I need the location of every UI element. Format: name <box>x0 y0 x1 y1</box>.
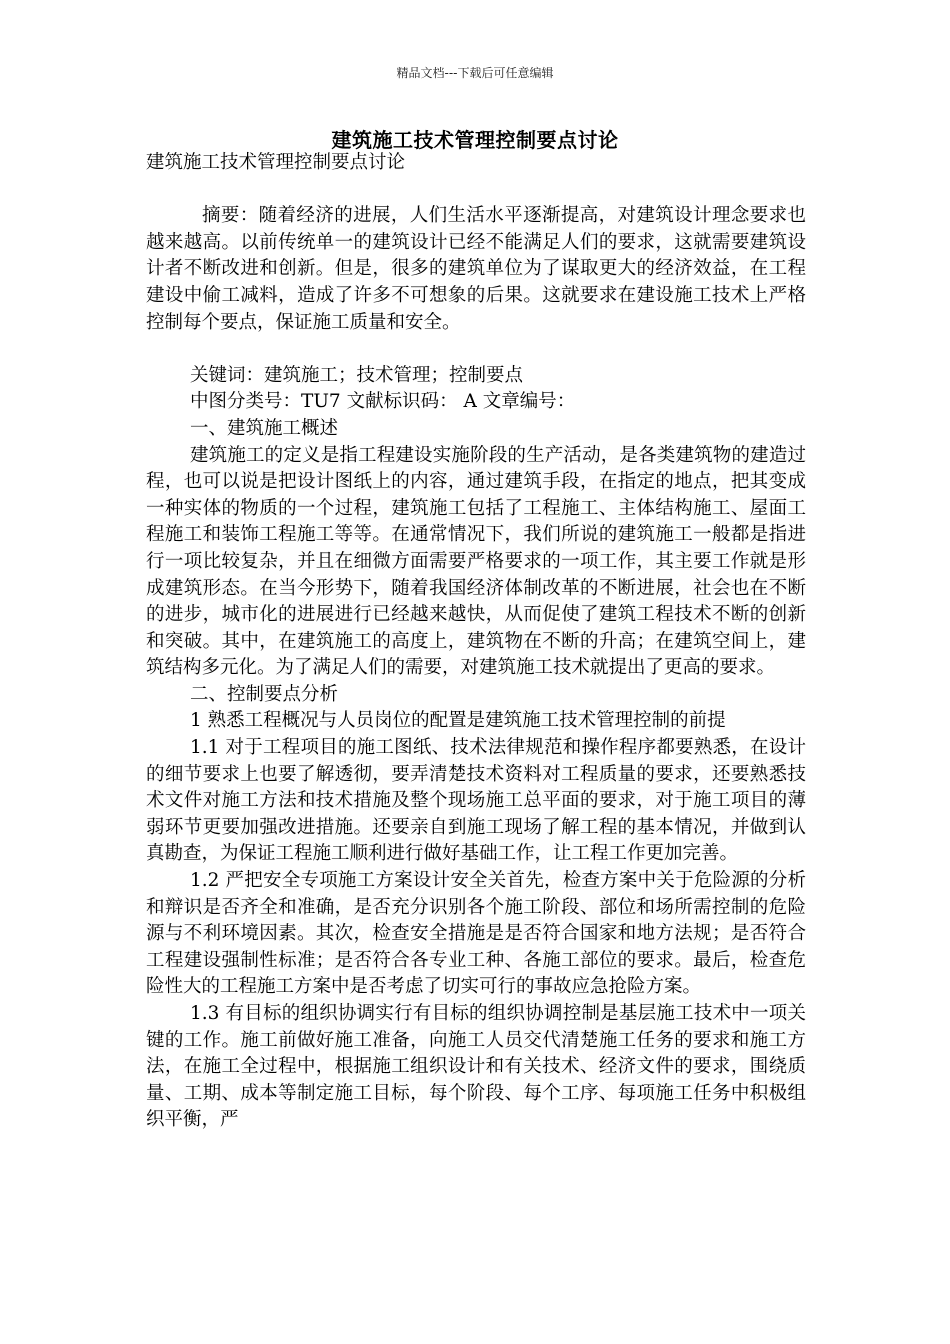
section-paragraph: 建筑施工的定义是指工程建设实施阶段的生产活动，是各类建筑物的建造过程，也可以说是把设计图纸上的内容，通过建筑手段，在指定的地点，把其变成一种实体的物质的一个过程，建筑施工包括了工程施工、主体结构施工、屋面工程施工和装饰工程施工等等。在通常情况下，我们所说的建筑施工一般都是指进行一项比较复杂，并且在细微方面需要严格要求的一项工作，其主要工作就是形成建筑形态。在当今形势下，随着我国经济体制改革的不断进展，社会也在不断的进步，城市化的进展进行已经越来越快，从而促使了建筑工程技术不断的创新和突破。其中，在建筑施工的高度上，建筑物在不断的升高；在建筑空间上，建筑结构多元化。为了满足人们的需要，对建筑施工技术就提出了更高的要求。 <box>146 444 806 679</box>
point-paragraph: 1.3 有目标的组织协调实行有目标的组织协调控制是基层施工技术中一项关键的工作。施工前做好施工准备，向施工人员交代清楚施工任务的要求和施工方法，在施工全过程中，根据施工组织设计和有关技术、经济文件的要求，围绕质量、工期、成本等制定施工目标，每个阶段、每个工序、每项施工任务中积极组织平衡，严 <box>146 1003 806 1131</box>
classification-line: 中图分类号：TU7 文献标识码： A 文章编号： <box>190 391 576 413</box>
blank-line <box>146 336 806 363</box>
keywords-line: 关键词：建筑施工；技术管理；控制要点 <box>190 364 524 386</box>
document-subtitle: 建筑施工技术管理控制要点讨论 <box>146 152 406 173</box>
page-header: 精品文档---下载后可任意编辑 <box>396 66 554 80</box>
document-body <box>146 150 806 1134</box>
section-heading: 一、建筑施工概述 <box>190 417 339 439</box>
point-paragraph: 1.1 对于工程项目的施工图纸、技术法律规范和操作程序都要熟悉，在设计的细节要求上也要了解透彻，要弄清楚技术资料对工程质量的要求，还要熟悉技术文件对施工方法和技术措施及整个现场施工总平面的要求，对于施工项目的薄弱环节更要加强改进措施。还要亲自到施工现场了解工程的基本情况，并做到认真勘查，为保证工程施工顺利进行做好基础工作，让工程工作更加完善。 <box>146 737 806 865</box>
abstract-paragraph: 摘要：随着经济的进展，人们生活水平逐渐提高，对建筑设计理念要求也越来越高。以前传统单一的建筑设计已经不能满足人们的要求，这就需要建筑设计者不断改进和创新。但是，很多的建筑单位为了谋取更大的经济效益，在工程建设中偷工减料，造成了许多不可想象的后果。这就要求在建设施工技术上严格控制每个要点，保证施工质量和安全。 <box>146 205 806 333</box>
point-paragraph: 1.2 严把安全专项施工方案设计安全关首先，检查方案中关于危险源的分析和辩识是否齐全和准确，是否充分识别各个施工阶段、部位和场所需控制的危险源与不利环境因素。其次，检查安全措施是是否符合国家和地方法规；是否符合工程建设强制性标准；是否符合各专业工种、各施工部位的要求。最后，检查危险性大的工程施工方案中是否考虑了切实可行的事故应急抢险方案。 <box>146 870 806 998</box>
point-heading: 1 熟悉工程概况与人员岗位的配置是建筑施工技术管理控制的前提 <box>190 710 726 732</box>
section-heading: 二、控制要点分析 <box>190 683 339 705</box>
blank-line <box>146 177 806 204</box>
document-title: 建筑施工技术管理控制要点讨论 <box>331 128 619 152</box>
